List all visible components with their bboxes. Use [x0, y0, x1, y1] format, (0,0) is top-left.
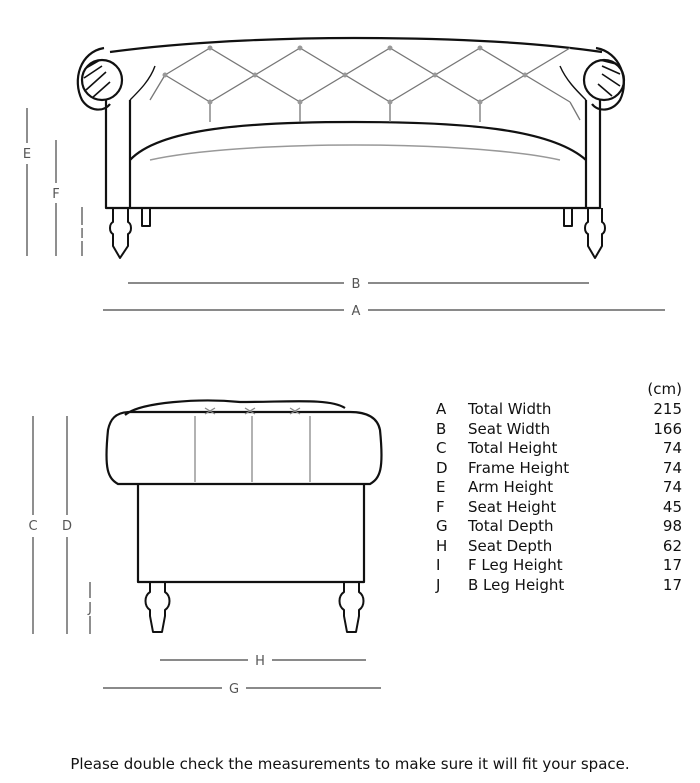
measurement-row-d [436, 459, 682, 479]
dim-letter-a: A [351, 304, 361, 319]
dim-letter-i: I [80, 227, 84, 242]
side-seams [195, 408, 310, 482]
unit-label: (cm) [647, 380, 682, 398]
row-label: B Leg Height [468, 575, 565, 594]
row-letter: G [436, 517, 448, 535]
measurement-row-c [436, 439, 682, 459]
measurement-row-a [436, 400, 682, 420]
row-letter: D [436, 458, 448, 477]
row-letter: E [436, 478, 446, 496]
row-label: Seat Height [468, 497, 557, 516]
row-value: 74 [662, 478, 682, 496]
row-label: Total Width [468, 400, 552, 418]
row-label: Arm Height [468, 478, 554, 496]
row-value: 17 [662, 575, 682, 594]
row-value: 62 [662, 536, 682, 555]
dim-letter-j: J [88, 601, 92, 616]
row-label: Seat Depth [468, 536, 553, 555]
measurement-row-i [436, 556, 682, 576]
row-letter: F [436, 497, 445, 516]
row-letter: I [436, 556, 441, 574]
measurement-row-h [436, 537, 682, 557]
row-value: 45 [662, 497, 682, 516]
row-label: Total Depth [468, 517, 554, 535]
dim-letter-h: H [255, 654, 265, 669]
front-left-leg [110, 208, 131, 258]
tufting-pattern [150, 46, 580, 123]
dim-letter-f: F [52, 187, 60, 202]
dim-letter-b: B [351, 277, 361, 292]
side-view-illustration [106, 401, 381, 632]
dim-letter-g: G [228, 682, 240, 697]
row-label: Seat Width [468, 419, 551, 438]
row-letter: A [436, 400, 447, 418]
row-letter: J [436, 575, 441, 594]
row-value: 74 [662, 439, 682, 457]
row-value: 215 [653, 400, 682, 418]
row-value: 74 [662, 458, 682, 477]
row-letter: H [436, 536, 448, 555]
row-label: F Leg Height [468, 556, 563, 574]
front-right-leg [585, 208, 605, 258]
row-label: Frame Height [468, 458, 570, 477]
row-value: 166 [653, 419, 682, 438]
measurement-row-b [436, 420, 682, 440]
row-letter: B [436, 419, 447, 438]
dim-letter-e: E [22, 147, 32, 162]
measurement-table [436, 378, 682, 595]
dim-letter-d: D [61, 519, 73, 534]
measurement-row-f [436, 498, 682, 518]
dim-letter-c: C [28, 519, 38, 534]
measurement-row-j [436, 576, 682, 596]
row-value: 98 [662, 517, 682, 535]
row-value: 17 [662, 556, 682, 574]
footer-note: Please double check the measurements to make sure it will fit your space. [70, 755, 630, 773]
side-front-leg [146, 582, 170, 632]
measurement-row-e [436, 478, 682, 498]
row-letter: C [436, 439, 447, 457]
side-dimension-lines [33, 416, 381, 688]
side-back-leg [340, 582, 364, 632]
measurement-row-g [436, 517, 682, 537]
arm-roll-side [106, 412, 381, 484]
row-label: Total Height [468, 439, 558, 457]
